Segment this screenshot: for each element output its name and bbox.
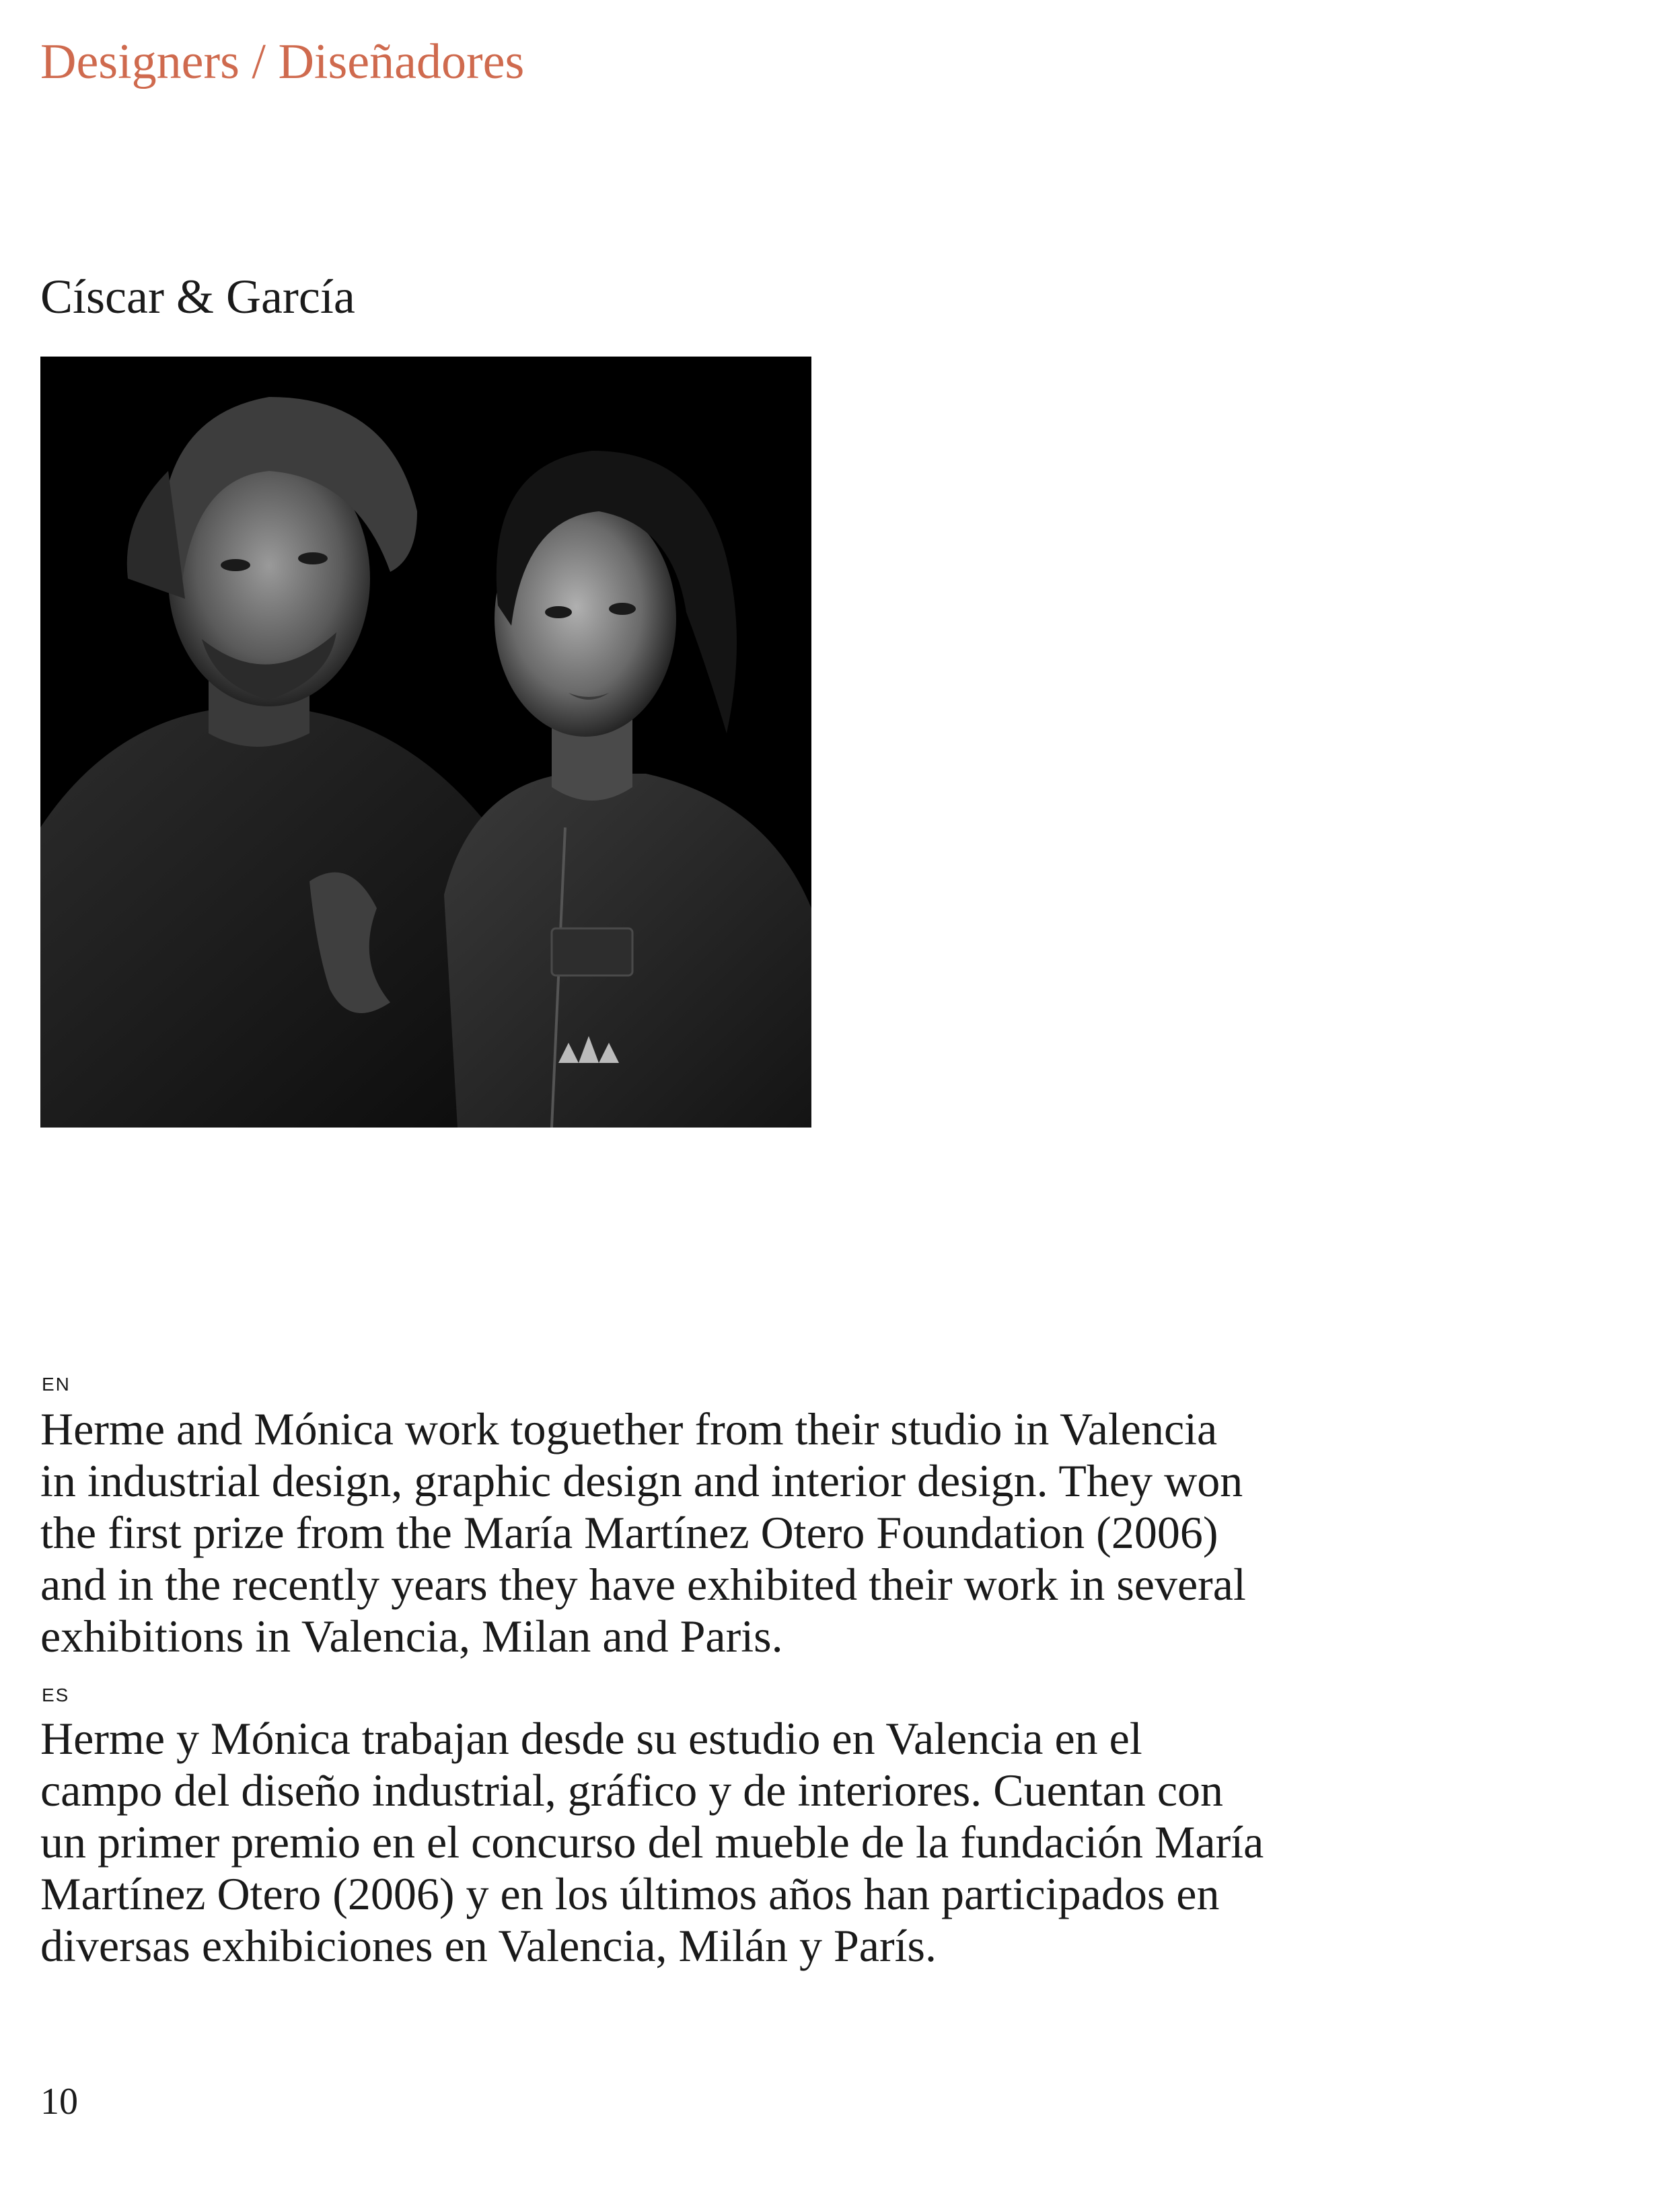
english-bio-line: in industrial design, graphic design and interior design. They won bbox=[40, 1455, 1243, 1506]
english-bio-line: and in the recently years they have exhibited their work in several bbox=[40, 1559, 1246, 1610]
spanish-bio-line: campo del diseño industrial, gráfico y de interiores. Cuentan con bbox=[40, 1765, 1224, 1816]
spanish-bio bbox=[40, 1713, 1453, 1972]
english-bio bbox=[40, 1403, 1453, 1662]
english-bio-line: the first prize from the María Martínez Otero Foundation (2006) bbox=[40, 1507, 1218, 1558]
designer-portrait-photo bbox=[40, 357, 811, 1128]
page-number: 10 bbox=[40, 2081, 78, 2123]
spanish-bio-line: diversas exhibiciones en Valencia, Milán y París. bbox=[40, 1920, 937, 1971]
spanish-language-label: ES bbox=[42, 1685, 70, 1705]
english-language-label: EN bbox=[42, 1374, 71, 1395]
spanish-bio-line: Martínez Otero (2006) y en los últimos años han participados en bbox=[40, 1868, 1220, 1919]
section-title: Designers / Diseñadores bbox=[40, 34, 525, 89]
portrait-illustration bbox=[40, 357, 811, 1128]
spanish-bio-line: un primer premio en el concurso del mueble de la fundación María bbox=[40, 1816, 1264, 1868]
spanish-bio-line: Herme y Mónica trabajan desde su estudio en Valencia en el bbox=[40, 1713, 1142, 1764]
english-bio-line: exhibitions in Valencia, Milan and Paris. bbox=[40, 1611, 783, 1662]
designer-name: Císcar & García bbox=[40, 270, 355, 324]
english-bio-line: Herme and Mónica work toguether from their studio in Valencia bbox=[40, 1403, 1218, 1454]
